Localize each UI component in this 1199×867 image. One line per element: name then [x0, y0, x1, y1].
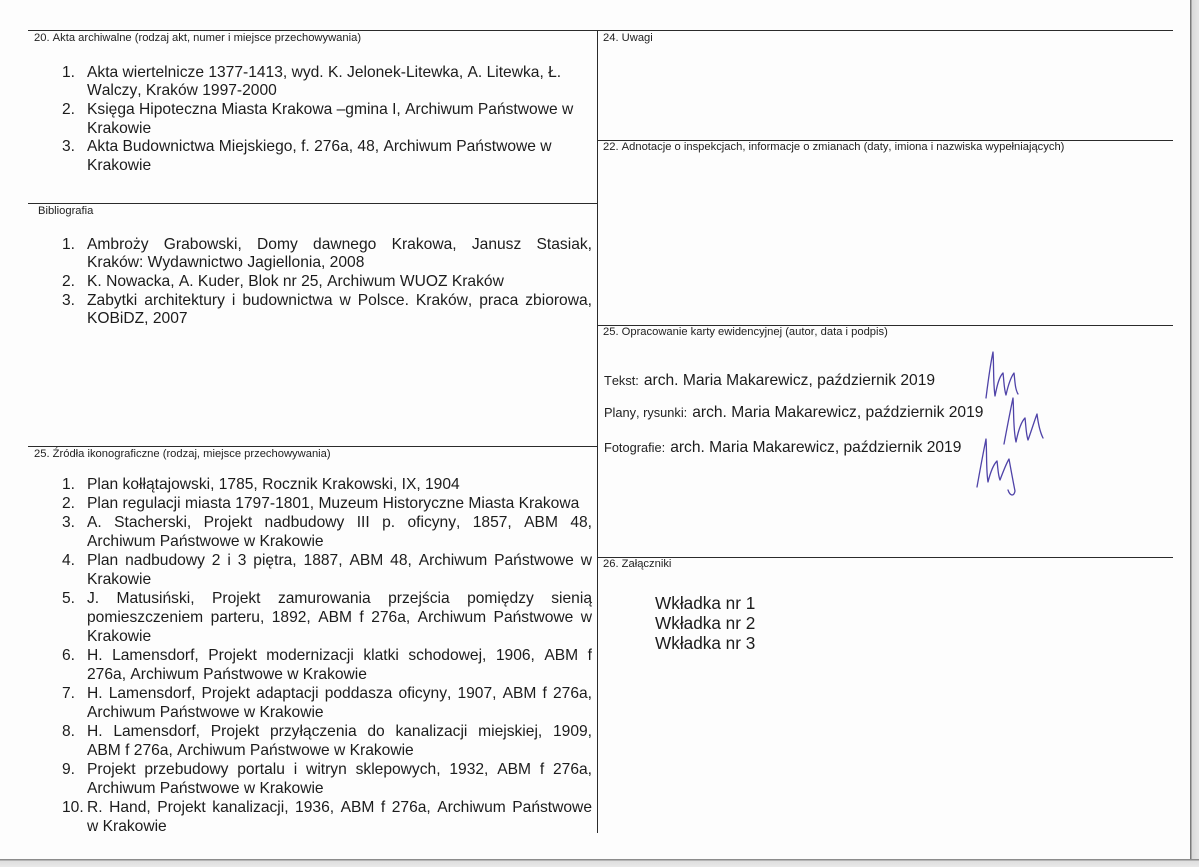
- list-item: [62, 273, 592, 292]
- list-item-text-line: Archiwum Państwowe w Krakowie: [87, 703, 324, 721]
- list-item-text: [87, 722, 592, 760]
- scan-edge-right: [1190, 0, 1199, 867]
- list-item-number: 2.: [62, 494, 76, 512]
- list-item-text-line: Krakowie: [87, 157, 152, 175]
- list-item: [62, 589, 592, 646]
- list-item-text: [87, 475, 592, 494]
- archival-records-list: [62, 64, 592, 176]
- list-item-number: 10.: [62, 798, 84, 816]
- list-item-text-line: Archiwum Państwowe w Krakowie: [87, 779, 324, 797]
- card-row-label: Plany, rysunki:: [604, 405, 688, 420]
- list-item-number: 1.: [62, 235, 76, 253]
- iconography-list: [62, 475, 592, 836]
- list-item-text-line: J. Matusiński, Projekt zamurowania przejścia pomiędzy sienią: [87, 589, 592, 607]
- list-item-text-line: Krakowie: [87, 627, 152, 645]
- list-item-text-line: Archiwum Państwowe w Krakowie: [87, 532, 324, 550]
- section-24-remarks-header: 24. Uwagi: [603, 31, 653, 44]
- list-item-text-line: H. Lamensdorf, Projekt modernizacji klatki schodowej, 1906, ABM f: [87, 646, 592, 664]
- list-item-text-line: H. Lamensdorf, Projekt adaptacji poddasza oficyny, 1907, ABM f 276a,: [87, 684, 592, 702]
- list-item: [62, 646, 592, 684]
- list-item-text: [87, 589, 592, 646]
- bibliography-header: Bibliografia: [38, 204, 94, 217]
- attachment-item: Wkładka nr 3: [655, 633, 756, 653]
- list-item-text: [87, 494, 592, 513]
- list-item-text-line: KOBiDZ, 2007: [87, 310, 188, 328]
- list-item-text-line: Plan regulacji miasta 1797-1801, Muzeum Historyczne Miasta Krakowa: [87, 494, 580, 512]
- list-item-number: 9.: [62, 760, 76, 778]
- list-item-text: [87, 646, 592, 684]
- list-item-text-line: Krakowie: [87, 119, 152, 137]
- list-item-number: 5.: [62, 589, 76, 607]
- list-item-text: [87, 760, 592, 798]
- list-item: [62, 494, 592, 513]
- list-item-text-line: Kraków: Wydawnictwo Jagiellonia, 2008: [87, 254, 365, 272]
- card-row-value: arch. Maria Makarewicz, październik 2019: [670, 439, 962, 456]
- section-25-iconography-header: 25. Źródła ikonograficzne (rodzaj, miejsce przechowywania): [34, 447, 331, 460]
- list-item: [62, 292, 592, 329]
- list-item-text-line: A. Stacherski, Projekt nadbudowy III p. oficyny, 1857, ABM 48,: [87, 513, 592, 531]
- card-row-photos: [604, 438, 961, 458]
- section-20-header: 20. Akta archiwalne (rodzaj akt, numer i miejsce przechowywania): [34, 31, 362, 44]
- list-item: [62, 551, 592, 589]
- list-item-text: [87, 684, 592, 722]
- card-row-text: [604, 371, 935, 391]
- list-item-text-line: pomieszczeniem parteru, 1892, ABM f 276a, Archiwum Państwowe w: [87, 608, 592, 626]
- list-item: [62, 798, 592, 836]
- list-item: [62, 138, 592, 175]
- list-item: [62, 101, 592, 138]
- list-item: [62, 513, 592, 551]
- list-item-text-line: Ambroży Grabowski, Domy dawnego Krakowa, Janusz Stasiak,: [87, 235, 592, 253]
- attachment-item: Wkładka nr 1: [655, 593, 756, 613]
- list-item: [62, 64, 592, 101]
- card-row-label: Fotografie:: [604, 440, 666, 455]
- list-item-text-line: H. Lamensdorf, Projekt przyłączenia do kanalizacji miejskiej, 1909,: [87, 722, 592, 740]
- list-item-number: 6.: [62, 646, 76, 664]
- list-item: [62, 684, 592, 722]
- list-item-number: 3.: [62, 513, 76, 531]
- list-item-number: 2.: [62, 101, 76, 118]
- list-item-text-line: K. Nowacka, A. Kuder, Blok nr 25, Archiwum WUOZ Kraków: [87, 273, 504, 290]
- list-item-text: [87, 273, 592, 292]
- section-26-attachments-header: 26. Załączniki: [603, 557, 672, 570]
- section-25-card-author-header: 25. Opracowanie karty ewidencyjnej (autor, data i podpis): [603, 325, 888, 338]
- list-item-number: 3.: [62, 138, 76, 156]
- signature-drawings: [1004, 398, 1043, 444]
- list-item-text: [87, 138, 592, 175]
- list-item-text: [87, 236, 592, 273]
- list-item-text: [87, 798, 592, 836]
- attachments-list: [655, 593, 755, 653]
- list-item-number: 7.: [62, 684, 76, 702]
- list-item-text-line: Walczy, Kraków 1997-2000: [87, 82, 277, 100]
- card-row-value: arch. Maria Makarewicz, październik 2019: [643, 372, 936, 389]
- list-item-number: 8.: [62, 722, 76, 740]
- list-item-text: [87, 101, 592, 138]
- list-item: [62, 475, 592, 494]
- list-item-number: 2.: [62, 273, 76, 290]
- list-item-text-line: Projekt przebudowy portalu i witryn sklepowych, 1932, ABM f 276a,: [87, 760, 592, 778]
- list-item-text-line: ABM f 276a, Archiwum Państwowe w Krakowie: [87, 741, 414, 759]
- bibliography-rule: [28, 203, 597, 204]
- list-item-text-line: 276a, Archiwum Państwowe w Krakowie: [87, 665, 367, 683]
- scan-edge-bottom: [0, 859, 1199, 867]
- list-item-text: [87, 292, 592, 329]
- list-item: [62, 236, 592, 273]
- list-item-text: [87, 64, 592, 101]
- list-item-text-line: Krakowie: [87, 570, 152, 588]
- list-item-number: 4.: [62, 551, 76, 569]
- list-item-text-line: Plan nadbudowy 2 i 3 piętra, 1887, ABM 48, Archiwum Państwowe w: [87, 551, 592, 569]
- card-row-label: Tekst:: [604, 373, 639, 388]
- list-item-text: [87, 513, 592, 551]
- card-row-value: arch. Maria Makarewicz, październik 2019: [692, 404, 984, 421]
- list-item-text-line: Zabytki architektury i budownictwa w Polsce. Kraków, praca zbiorowa,: [87, 291, 592, 309]
- list-item: [62, 760, 592, 798]
- list-item: [62, 722, 592, 760]
- signature-text: [986, 352, 1018, 398]
- list-item-text-line: w Krakowie: [87, 817, 167, 835]
- section-22-annotations-header: 22. Adnotacje o inspekcjach, informacje o zmianach (daty, imiona i nazwiska wypełniających): [603, 140, 1065, 153]
- list-item-text-line: Akta Budownictwa Miejskiego, f. 276a, 48, Archiwum Państwowe w: [87, 138, 552, 156]
- list-item-number: 1.: [62, 475, 76, 493]
- list-item-text-line: Księga Hipoteczna Miasta Krakowa –gmina I, Archiwum Państwowe w: [87, 101, 574, 118]
- list-item-number: 1.: [62, 63, 76, 81]
- list-item-text-line: R. Hand, Projekt kanalizacji, 1936, ABM f 276a, Archiwum Państwowe: [87, 798, 592, 816]
- signature-photos: [977, 439, 1015, 495]
- card-row-drawings: [604, 403, 983, 423]
- list-item-text-line: Akta wiertelnicze 1377-1413, wyd. K. Jelonek-Litewka, A. Litewka, Ł.: [87, 63, 562, 81]
- column-divider: [597, 30, 598, 833]
- attachment-item: Wkładka nr 2: [655, 613, 756, 633]
- list-item-number: 3.: [62, 291, 76, 309]
- attachments-rule: [597, 557, 1173, 558]
- bibliography-list: [62, 236, 592, 330]
- list-item-text: [87, 551, 592, 589]
- list-item-text-line: Plan kołłątajowski, 1785, Rocznik Krakowski, IX, 1904: [87, 475, 460, 493]
